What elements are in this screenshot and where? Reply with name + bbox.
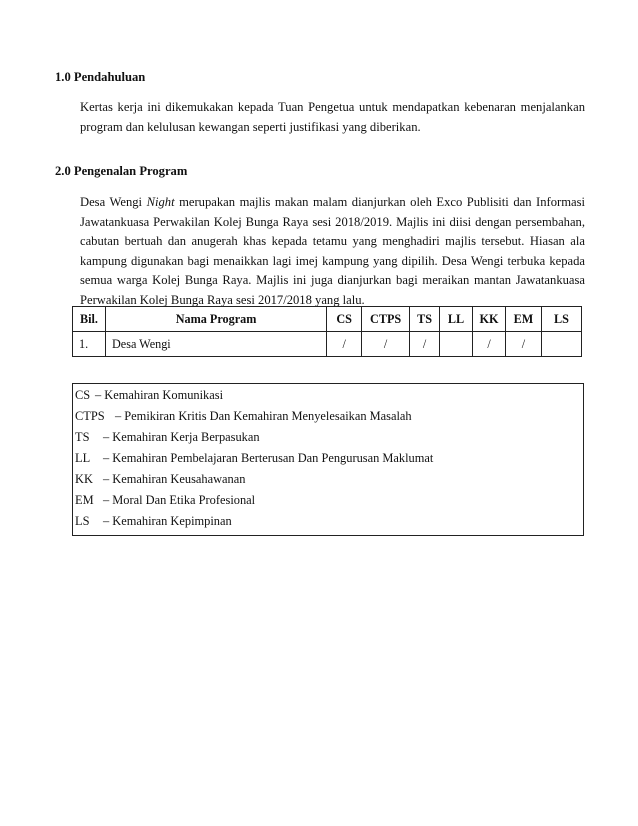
header-ll: LL <box>440 307 473 332</box>
header-bil: Bil. <box>73 307 106 332</box>
legend-desc: – Kemahiran Keusahawanan <box>103 472 246 486</box>
legend-code: CTPS <box>75 409 105 423</box>
legend-desc: – Kemahiran Pembelajaran Berterusan Dan Pengurusan Maklumat <box>103 451 434 465</box>
section-2-body <box>80 193 585 310</box>
section-2-heading: 2.0 Pengenalan Program <box>55 164 188 178</box>
legend-desc: – Pemikiran Kritis Dan Kemahiran Menyelesaikan Masalah <box>115 409 412 423</box>
program-table <box>72 306 582 357</box>
legend-code: KK <box>75 472 93 486</box>
legend-desc: – Moral Dan Etika Profesional <box>103 493 256 507</box>
legend-desc: – Kemahiran Komunikasi <box>95 388 224 402</box>
body-text-rest: merupakan majlis makan malam dianjurkan oleh Exco Publisiti dan Informasi Jawatankuasa Perwakilan Kolej Bunga Raya sesi 2018/2019. Majlis ini diisi dengan persembahan, cabutan bertuah dan anugerah khas kepada tetamu yang menghadiri majlis tersebut. Hiasan ala kampung digunakan bagi menaikkan lagi imej kampung yang dipilih. Desa Wengi terbuka kepada semua warga Kolej Bunga Raya. Majlis ini juga dianjurkan bagi meraikan mantan Jawatankuasa Perwakilan Kolej Bunga Raya sesi 2017/2018 yang lalu. <box>80 195 585 307</box>
section-1-heading: 1.0 Pendahuluan <box>55 70 146 84</box>
table-row <box>73 332 582 357</box>
legend-desc: – Kemahiran Kepimpinan <box>103 514 232 528</box>
legend-code: LS <box>75 514 90 528</box>
cell-ctps: / <box>362 332 410 357</box>
legend-box <box>72 383 584 536</box>
header-nama-program: Nama Program <box>105 307 326 332</box>
header-ts: TS <box>410 307 440 332</box>
cell-cs: / <box>327 332 362 357</box>
legend-desc: – Kemahiran Kerja Berpasukan <box>103 430 260 444</box>
header-cs: CS <box>327 307 362 332</box>
body-text-start: Desa Wengi <box>80 195 147 209</box>
cell-ll <box>440 332 473 357</box>
header-ctps: CTPS <box>362 307 410 332</box>
cell-kk: / <box>473 332 506 357</box>
header-kk: KK <box>473 307 506 332</box>
cell-nama-program: Desa Wengi <box>105 332 326 357</box>
header-ls: LS <box>541 307 581 332</box>
legend-code: TS <box>75 430 90 444</box>
table-header-row <box>73 307 582 332</box>
cell-ts: / <box>410 332 440 357</box>
cell-bil: 1. <box>73 332 106 357</box>
header-em: EM <box>506 307 542 332</box>
cell-ls <box>541 332 581 357</box>
legend-code: EM <box>75 493 94 507</box>
body-italic-word: Night <box>146 195 175 209</box>
cell-em: / <box>506 332 542 357</box>
legend-code: CS <box>75 388 91 402</box>
legend-code: LL <box>75 451 91 465</box>
section-1-body: Kertas kerja ini dikemukakan kepada Tuan Pengetua untuk mendapatkan kebenaran menjalankan program dan kelulusan kewangan seperti justifikasi yang diberikan. <box>80 100 585 134</box>
